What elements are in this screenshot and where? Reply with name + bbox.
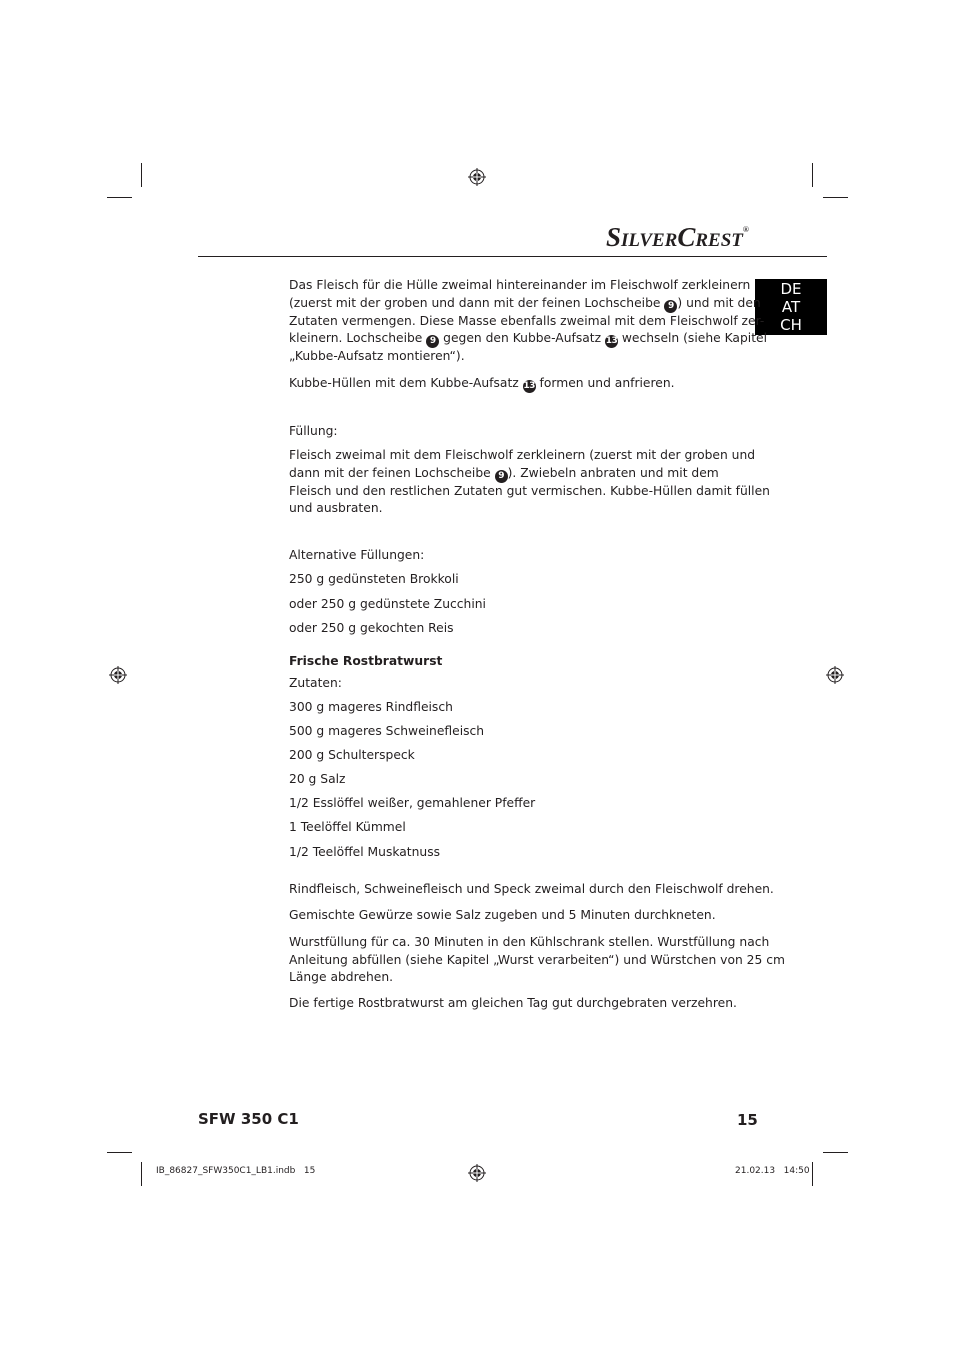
text-line: „Kubbe-Aufsatz montieren“). [289, 349, 465, 363]
part-number-badge: 9 [495, 470, 508, 483]
lang-code: AT [781, 298, 801, 316]
print-slug-date: 21.02.13 14:50 [735, 1166, 810, 1176]
text-line: kleinern. Lochscheibe 9 gegen den Kubbe-Aufsatz 13 wechseln (siehe Kapitel [289, 331, 767, 346]
ingredient-item: 1 Teelöffel Kümmel [289, 820, 406, 834]
crop-mark [107, 197, 132, 198]
text-line: Anleitung abfüllen (siehe Kapitel „Wurst verarbeiten“) und Würstchen von 25 cm [289, 952, 785, 967]
ingredients-heading: Zutaten: [289, 676, 342, 690]
paragraph-casing [289, 277, 767, 366]
instruction-paragraph: Rindfleisch, Schweinefleisch und Speck zweimal durch den Fleischwolf drehen. [289, 882, 774, 896]
header-rule [198, 256, 827, 257]
crop-mark [812, 1162, 813, 1186]
crop-mark [823, 197, 848, 198]
text-line: Das Fleisch für die Hülle zweimal hintereinander im Fleischwolf zerkleinern [289, 278, 751, 292]
instruction-paragraph [289, 934, 785, 987]
page-number: 15 [737, 1111, 758, 1129]
text-line: (zuerst mit der groben und dann mit der feinen Lochscheibe 9 ) und mit den [289, 295, 761, 311]
list-item: 250 g gedünsteten Brokkoli [289, 572, 459, 586]
print-slug-file: IB_86827_SFW350C1_LB1.indb 15 [156, 1166, 316, 1176]
crop-mark [107, 1152, 132, 1153]
text-line: Wurstfüllung für ca. 30 Minuten in den Kühlschrank stellen. Wurstfüllung nach [289, 935, 770, 949]
text-line: Länge abdrehen. [289, 970, 394, 984]
model-number: SFW 350 C1 [198, 1110, 299, 1128]
lang-code: CH [780, 316, 802, 334]
brand-logo: SILVERCREST® [606, 222, 749, 252]
registration-mark-icon [109, 666, 127, 684]
text-line: Fleisch zweimal mit dem Fleischwolf zerkleinern (zuerst mit der groben und [289, 448, 756, 462]
part-number-badge: 13 [605, 336, 618, 346]
ingredient-item: 200 g Schulterspeck [289, 748, 415, 762]
registration-mark-icon [468, 1164, 486, 1182]
list-item: oder 250 g gekochten Reis [289, 621, 454, 635]
crop-mark [823, 1152, 848, 1153]
registration-mark-icon [826, 666, 844, 684]
paragraph-kubbe: Kubbe-Hüllen mit dem Kubbe-Aufsatz 13 formen und anfrieren. [289, 376, 675, 391]
ingredient-item: 300 g mageres Rindfleisch [289, 700, 453, 714]
text-line: dann mit der feinen Lochscheibe 9 ). Zwiebeln anbraten und mit dem [289, 465, 719, 481]
crop-mark [141, 1162, 142, 1186]
lang-code: DE [780, 280, 802, 298]
text-line: Zutaten vermengen. Diese Masse ebenfalls zweimal mit dem Fleischwolf zer- [289, 313, 765, 328]
crop-mark [141, 163, 142, 187]
part-number-badge: 9 [664, 300, 677, 313]
part-number-badge: 9 [426, 335, 439, 348]
ingredient-item: 1/2 Teelöffel Muskatnuss [289, 845, 441, 859]
registration-mark-icon [468, 168, 486, 186]
instruction-paragraph: Gemischte Gewürze sowie Salz zugeben und 5 Minuten durchkneten. [289, 908, 716, 922]
recipe-title: Frische Rostbratwurst [289, 654, 443, 668]
ingredient-item: 20 g Salz [289, 772, 346, 786]
alt-fillings-heading: Alternative Füllungen: [289, 548, 425, 562]
text-line: und ausbraten. [289, 501, 383, 515]
ingredient-item: 1/2 Esslöffel weißer, gemahlener Pfeffer [289, 796, 536, 810]
paragraph-filling [289, 447, 770, 518]
filling-heading: Füllung: [289, 424, 338, 438]
crop-mark [812, 163, 813, 187]
instruction-paragraph: Die fertige Rostbratwurst am gleichen Tag gut durchgebraten verzehren. [289, 996, 737, 1010]
part-number-badge: 13 [523, 381, 535, 391]
list-item: oder 250 g gedünstete Zucchini [289, 597, 486, 611]
text-line: Fleisch und den restlichen Zutaten gut vermischen. Kubbe-Hüllen damit füllen [289, 483, 770, 498]
ingredient-item: 500 g mageres Schweinefleisch [289, 724, 485, 738]
